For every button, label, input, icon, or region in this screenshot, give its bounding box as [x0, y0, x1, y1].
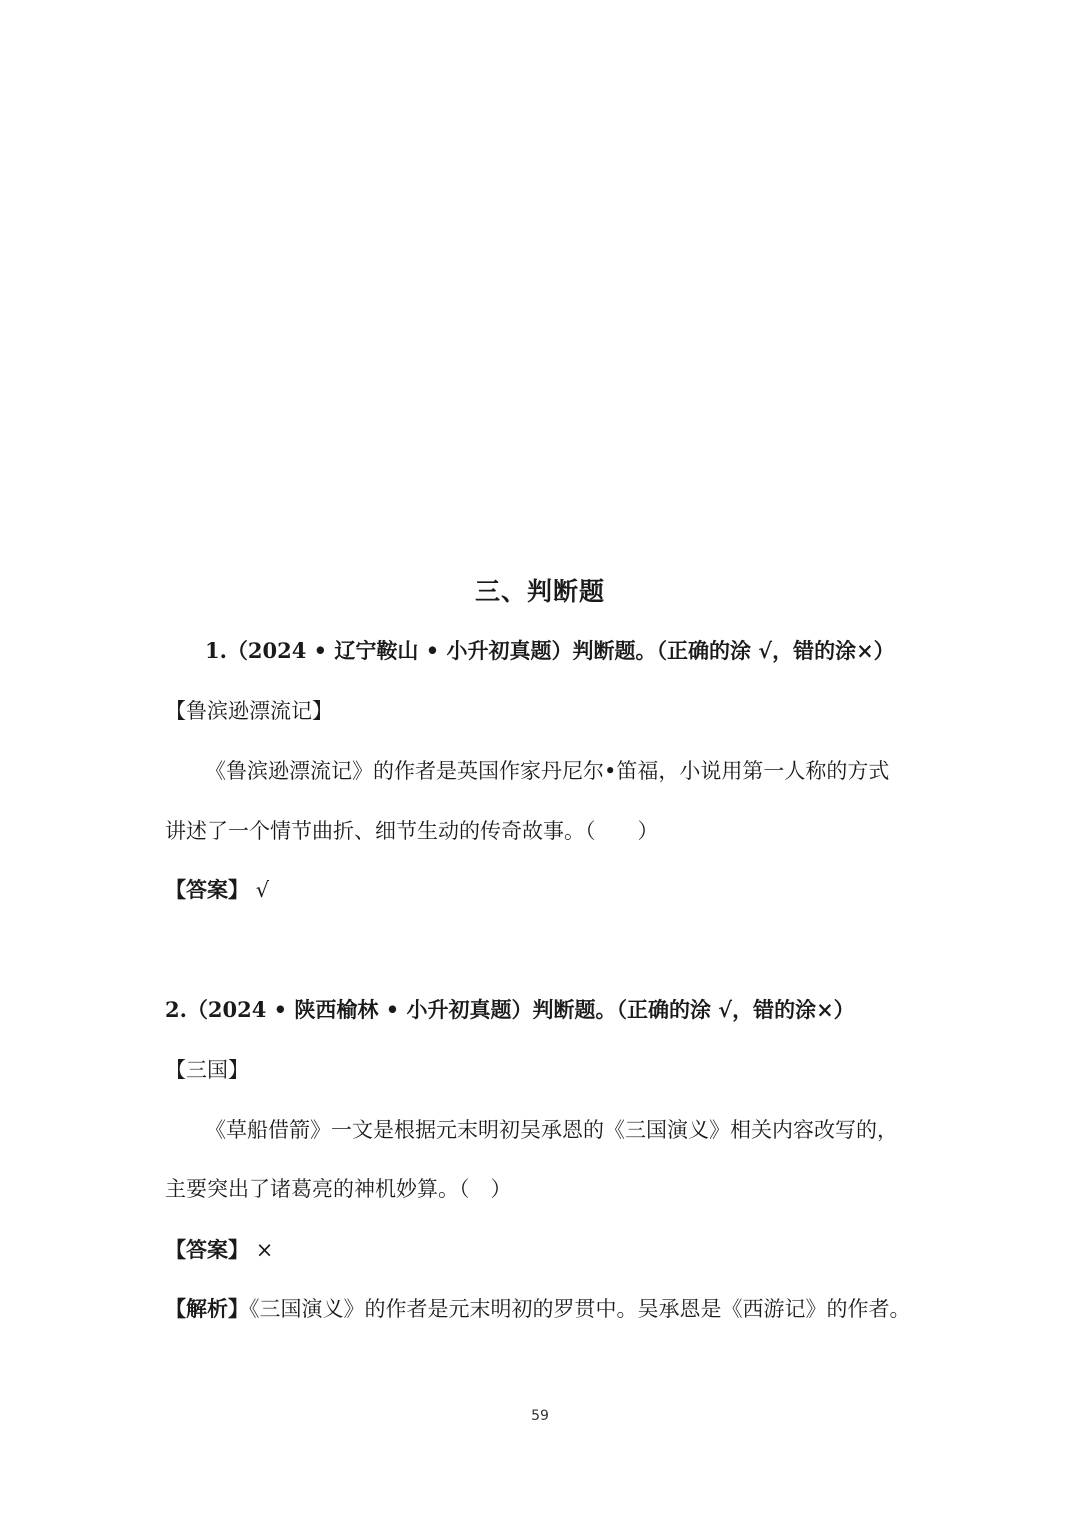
question-2-statement-line1: 《草船借箭》一文是根据元末明初吴承恩的《三国演义》相关内容改写的， [205, 1118, 898, 1142]
question-1-answer [165, 876, 269, 904]
question-1-stem: 1.（2024 • 辽宁鞍山 • 小升初真题）判断题。（正确的涂 √，错的涂×） [205, 638, 895, 663]
question-2-answer-value: × [255, 1238, 274, 1262]
question-2-analysis [165, 1295, 911, 1323]
question-2-answer [165, 1236, 273, 1264]
question-1-topic: 【鲁滨逊漂流记】 [165, 699, 333, 723]
question-1-statement-line2: 讲述了一个情节曲折、细节生动的传奇故事。（ ） [165, 819, 659, 843]
question-2-answer-label: 【答案】 [165, 1237, 249, 1262]
question-2-analysis-label: 【解析】 [165, 1296, 249, 1321]
section-title: 三、判断题 [474, 577, 605, 606]
question-1-statement-line1: 《鲁滨逊漂流记》的作者是英国作家丹尼尔•笛福，小说用第一人称的方式 [205, 759, 890, 783]
question-2-topic: 【三国】 [165, 1058, 249, 1082]
question-2-stem: 2.（2024 • 陕西榆林 • 小升初真题）判断题。（正确的涂 √，错的涂×） [165, 997, 855, 1022]
page-number: 59 [531, 1408, 549, 1424]
question-2-statement-line2: 主要突出了诸葛亮的神机妙算。（ ） [165, 1177, 512, 1201]
question-1-answer-label: 【答案】 [165, 877, 249, 902]
question-1-answer-value: √ [255, 878, 270, 902]
question-2-analysis-text: 《三国演义》的作者是元末明初的罗贯中。吴承恩是《西游记》的作者。 [249, 1297, 911, 1321]
